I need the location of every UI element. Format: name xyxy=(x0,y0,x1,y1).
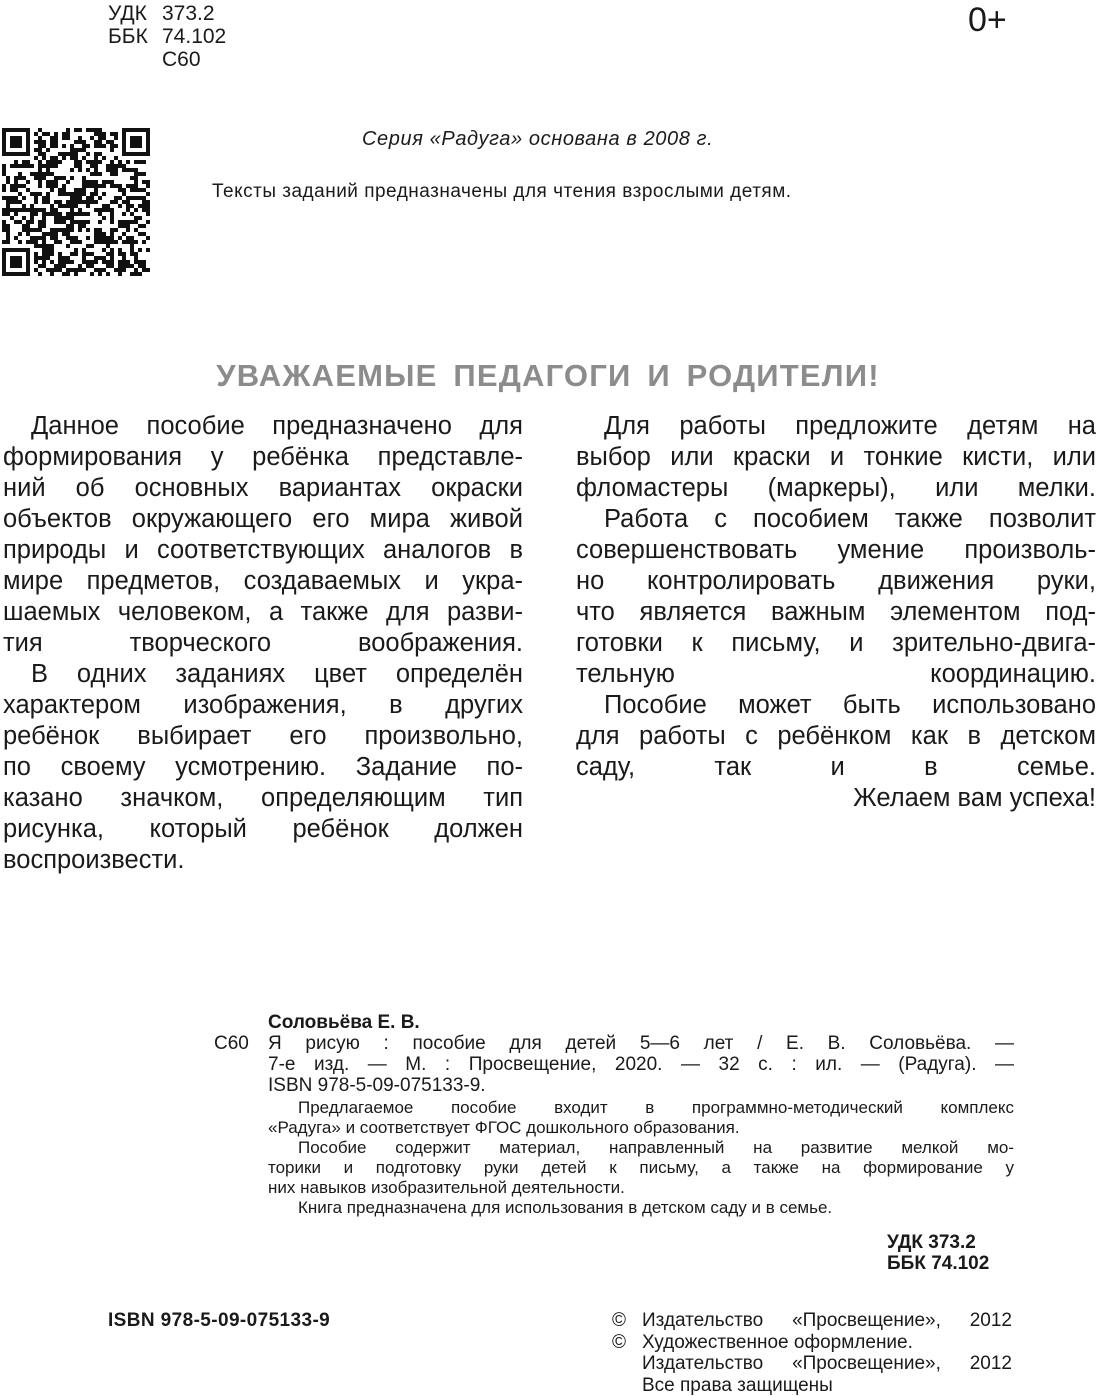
paragraph-usage: Пособие может быть использовано для работы с ребёнком как в детском саду, так и в семье. xyxy=(576,691,1096,781)
card-annotation: Предлагаемое пособие входит в программно-методический комплекс «Радуга» и соответствует ФГОС дошкольного образования. Пособие содержит материал, направленный на развитие мелкой мо- торики и подготовку руки детей к письму, а также на формирование у них навыков изобразительной деятельности. Книга предназначена для использования в детском саду и в семье. xyxy=(268,1098,1014,1217)
paragraph-materials: Для работы предложите детям на выбор или краски и тонкие кисти, или фломастеры (маркеры), или мелки. xyxy=(576,412,1096,502)
qr-code-icon xyxy=(2,128,150,276)
right-text-column xyxy=(576,411,1096,814)
closing-wish: Желаем вам успеха! xyxy=(853,784,1096,812)
author-mark: С60 xyxy=(162,48,201,71)
series-note: Серия «Радуга» основана в 2008 г. xyxy=(362,128,714,150)
udk-label: УДК xyxy=(108,2,147,25)
catalog-card xyxy=(214,1012,1014,1218)
card-author: Соловьёва Е. В. xyxy=(268,1012,420,1033)
card-mark: С60 xyxy=(214,1033,249,1054)
reading-note: Тексты заданий предназначены для чтения взрослыми детям. xyxy=(212,181,792,202)
page-heading: УВАЖАЕМЫЕ ПЕДАГОГИ И РОДИТЕЛИ! xyxy=(216,358,880,393)
card-udk: УДК 373.2 xyxy=(887,1232,976,1253)
paragraph-tasks: В одних заданиях цвет определён характером изображения, в других ребёнок выбирает его произвольно, по своему усмотрению. Задание по- казано значком, определяющим тип рисунка, который ребёнок должен воспроизвести. xyxy=(3,660,523,874)
bbk-label: ББК xyxy=(108,25,148,48)
left-text-column xyxy=(3,411,523,876)
card-bbk: ББК 74.102 xyxy=(887,1253,990,1274)
udk-value: 373.2 xyxy=(162,2,215,25)
copyright-symbol: © xyxy=(612,1331,626,1353)
card-entry: С60 Я рисую : пособие для детей 5—6 лет / Е. В. Соловьёва. — 7-е изд. — М. : Просвещение, 2020. — 32 с. : ил. — (Радуга). — ISBN 978-5-09-075133-9. xyxy=(214,1033,1014,1096)
isbn: ISBN 978-5-09-075133-9 xyxy=(108,1310,331,1331)
card-codes xyxy=(887,1232,989,1274)
bbk-value: 74.102 xyxy=(162,25,227,48)
paragraph-purpose: Данное пособие предназначено для формирования у ребёнка представле- ний об основных вариантах окраски объектов окружающего его мира живой природы и соответствующих аналогов в мире предметов, создаваемых и укра- шаемых человеком, а также для разви- тия творческого воображения. xyxy=(3,412,523,657)
copyright-symbol: © xyxy=(612,1310,626,1331)
age-rating: 0+ xyxy=(968,1,1007,39)
paragraph-skills: Работа с пособием также позволит совершенствовать умение произволь- но контролировать движения руки, что является важным элементом под- готовки к письму, и зрительно-двига- тельную координацию. xyxy=(576,505,1096,688)
copyright-block: © Издательство «Просвещение», 2012 © Художественное оформление. Издательство «Просвещение», 2012 Все права защищены xyxy=(612,1310,1012,1396)
classification-codes xyxy=(108,2,226,71)
